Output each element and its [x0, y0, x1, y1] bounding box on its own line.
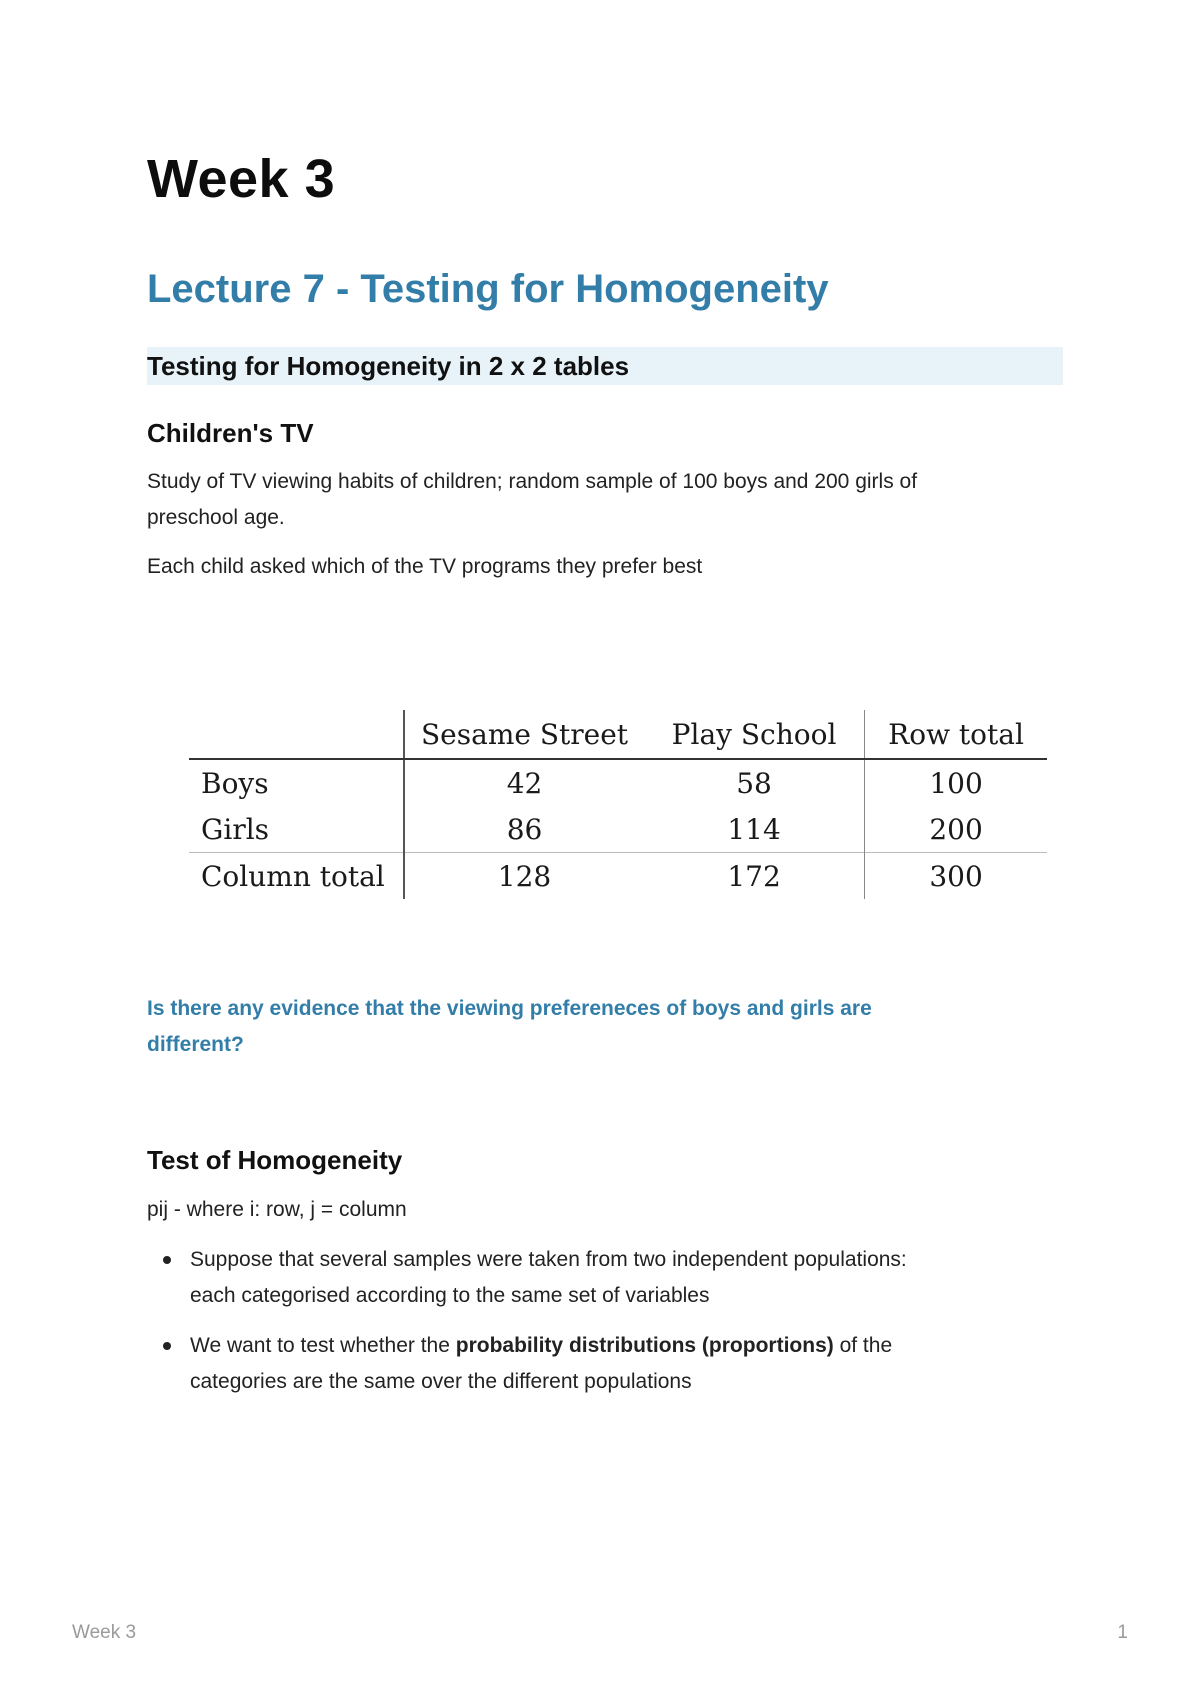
bullet1-line1: Suppose that several samples were taken from two independent populations: [190, 1248, 907, 1271]
lecture-title: Lecture 7 - Testing for Homogeneity [147, 267, 829, 311]
table-cell: 100 [929, 766, 983, 800]
bullet2-pre: We want to test whether the [190, 1334, 456, 1357]
list-item [147, 1328, 1047, 1400]
row-label: Boys [189, 759, 404, 806]
table-corner-cell [189, 710, 404, 759]
table-row [189, 759, 1047, 806]
footer-title: Week 3 [72, 1622, 137, 1643]
table-cell: 300 [865, 853, 1048, 900]
highlighted-section-heading: Testing for Homogeneity in 2 x 2 tables [147, 347, 1063, 385]
study-description-line1: Study of TV viewing habits of children; random sample of 100 boys and 200 girls of [147, 470, 918, 493]
bullet-dot-icon [163, 1256, 171, 1264]
research-question [147, 991, 1047, 1063]
research-question-line2: different? [147, 1033, 244, 1056]
question-asked-description: Each child asked which of the TV programs they prefer best [147, 555, 703, 578]
table-row [189, 853, 1047, 900]
table-cell: 200 [929, 812, 983, 846]
test-bullet-list [147, 1242, 1047, 1414]
column-header: Sesame Street [404, 710, 644, 759]
table-cell: 172 [644, 853, 865, 900]
table-cell: 86 [506, 812, 543, 846]
table-header-row [189, 710, 1047, 759]
bullet2-bold-term: probability distributions (proportions) [455, 1334, 834, 1357]
row-label: Column total [189, 853, 404, 900]
table-cell: 128 [404, 853, 644, 900]
research-question-line1: Is there any evidence that the viewing prefereneces of boys and girls are [147, 997, 872, 1020]
column-header: Row total [865, 710, 1048, 759]
contingency-table [189, 710, 1047, 899]
table-cell: 114 [644, 806, 865, 853]
bullet-dot-icon [163, 1342, 171, 1350]
study-description [147, 464, 1047, 536]
notation-line: pij - where i: row, j = column [147, 1198, 407, 1221]
page-number: 1 [1117, 1622, 1128, 1643]
bullet2-post: of the [833, 1334, 893, 1357]
table-cell: 58 [644, 759, 865, 806]
row-label: Girls [189, 806, 404, 853]
week-title: Week 3 [147, 149, 336, 209]
list-item [147, 1242, 1047, 1314]
bullet2-line2: categories are the same over the different populations [190, 1370, 692, 1393]
column-header: Play School [644, 710, 865, 759]
study-description-line2: preschool age. [147, 506, 285, 529]
table-row [189, 806, 1047, 853]
bullet1-line2: each categorised according to the same set of variables [190, 1284, 710, 1307]
test-of-homogeneity-heading: Test of Homogeneity [147, 1145, 403, 1175]
table-cell: 42 [506, 766, 543, 800]
childrens-tv-heading: Children's TV [147, 418, 314, 448]
